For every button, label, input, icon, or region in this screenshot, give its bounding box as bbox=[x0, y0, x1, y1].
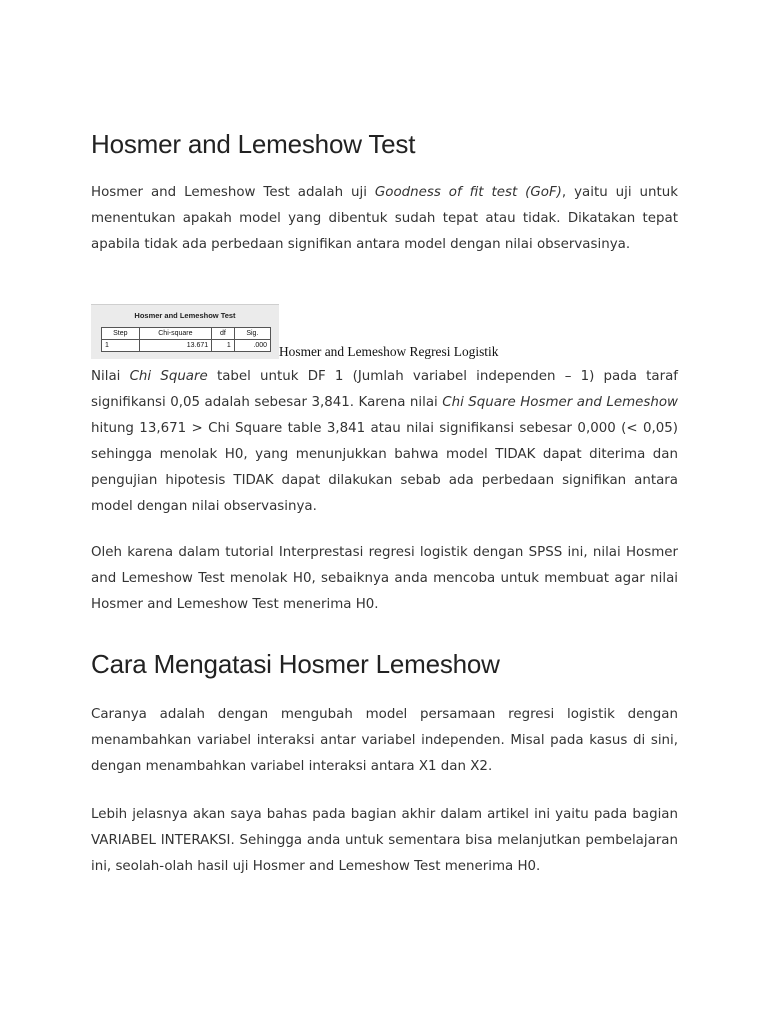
chi-text-3: hitung 13,671 > Chi Square table 3,841 atau nilai signifikansi sebesar 0,000 (< 0,05) sehingga menolak H0, yang menunjukkan bahwa model TIDAK dapat diterima dan pengujian hipotesis TIDAK dapat dilakukan sebab ada perbedaan signifikan antara model dengan nilai observasinya. bbox=[91, 421, 678, 514]
table-cell-chi-square: 13.671 bbox=[139, 340, 212, 352]
section-heading-cara-mengatasi: Cara Mengatasi Hosmer Lemeshow bbox=[91, 649, 500, 679]
chi-square-paragraph bbox=[91, 364, 678, 520]
spss-table-title: Hosmer and Lemeshow Test bbox=[134, 311, 236, 320]
table-header-sig: Sig. bbox=[234, 328, 270, 340]
intro-text-end: , yaitu uji untuk menentukan apakah model yang dibentuk sudah tepat atau tidak. Dikatakan tepat apabila tidak ada perbedaan signifikan antara model dengan nilai observasinya. bbox=[91, 185, 678, 252]
table-cell-df: 1 bbox=[212, 340, 235, 352]
spss-table-image bbox=[91, 304, 279, 359]
section-heading-hosmer-lemeshow-test: Hosmer and Lemeshow Test bbox=[91, 129, 416, 159]
intro-text-start: Hosmer and Lemeshow Test adalah uji bbox=[91, 185, 375, 200]
method-paragraph: Caranya adalah dengan mengubah model persamaan regresi logistik dengan menambahkan variabel interaksi antar variabel independen. Misal pada kasus di sini, dengan menambahkan variabel interaksi antara X1 dan X2. bbox=[91, 707, 678, 774]
table-header-row bbox=[102, 328, 271, 340]
intro-emphasis-gof: Goodness of fit test (GoF) bbox=[374, 185, 562, 200]
chi-text-2: tabel untuk DF 1 (Jumlah variabel independen – 1) pada taraf signifikansi 0,05 adalah sebesar 3,841. Karena nilai bbox=[91, 369, 679, 410]
table-cell-sig: .000 bbox=[234, 340, 270, 352]
chi-emphasis-2: Chi Square Hosmer and Lemeshow bbox=[442, 395, 679, 410]
spss-output-figure bbox=[91, 304, 691, 362]
figure-caption: Hosmer and Lemeshow Regresi Logistik bbox=[279, 344, 499, 359]
table-header-df: df bbox=[212, 328, 235, 340]
table-header-chi-square: Chi-square bbox=[139, 328, 212, 340]
table-header-step: Step bbox=[102, 328, 140, 340]
chi-emphasis-1: Chi Square bbox=[129, 369, 208, 384]
chi-text-1: Nilai bbox=[91, 369, 130, 384]
table-row bbox=[102, 340, 271, 352]
tutorial-paragraph: Oleh karena dalam tutorial Interprestasi regresi logistik dengan SPSS ini, nilai Hosmer and Lemeshow Test menolak H0, sebaiknya anda mencoba untuk membuat agar nilai Hosmer and Lemeshow Test menerima H0. bbox=[91, 545, 678, 612]
intro-paragraph bbox=[91, 180, 678, 258]
further-explanation-paragraph: Lebih jelasnya akan saya bahas pada bagian akhir dalam artikel ini yaitu pada bagian VARIABEL INTERAKSI. Sehingga anda untuk sementara bisa melanjutkan pembelajaran ini, seolah-olah hasil uji Hosmer and Lemeshow Test menerima H0. bbox=[91, 807, 678, 874]
hosmer-lemeshow-table bbox=[101, 327, 271, 352]
table-cell-step: 1 bbox=[102, 340, 140, 352]
